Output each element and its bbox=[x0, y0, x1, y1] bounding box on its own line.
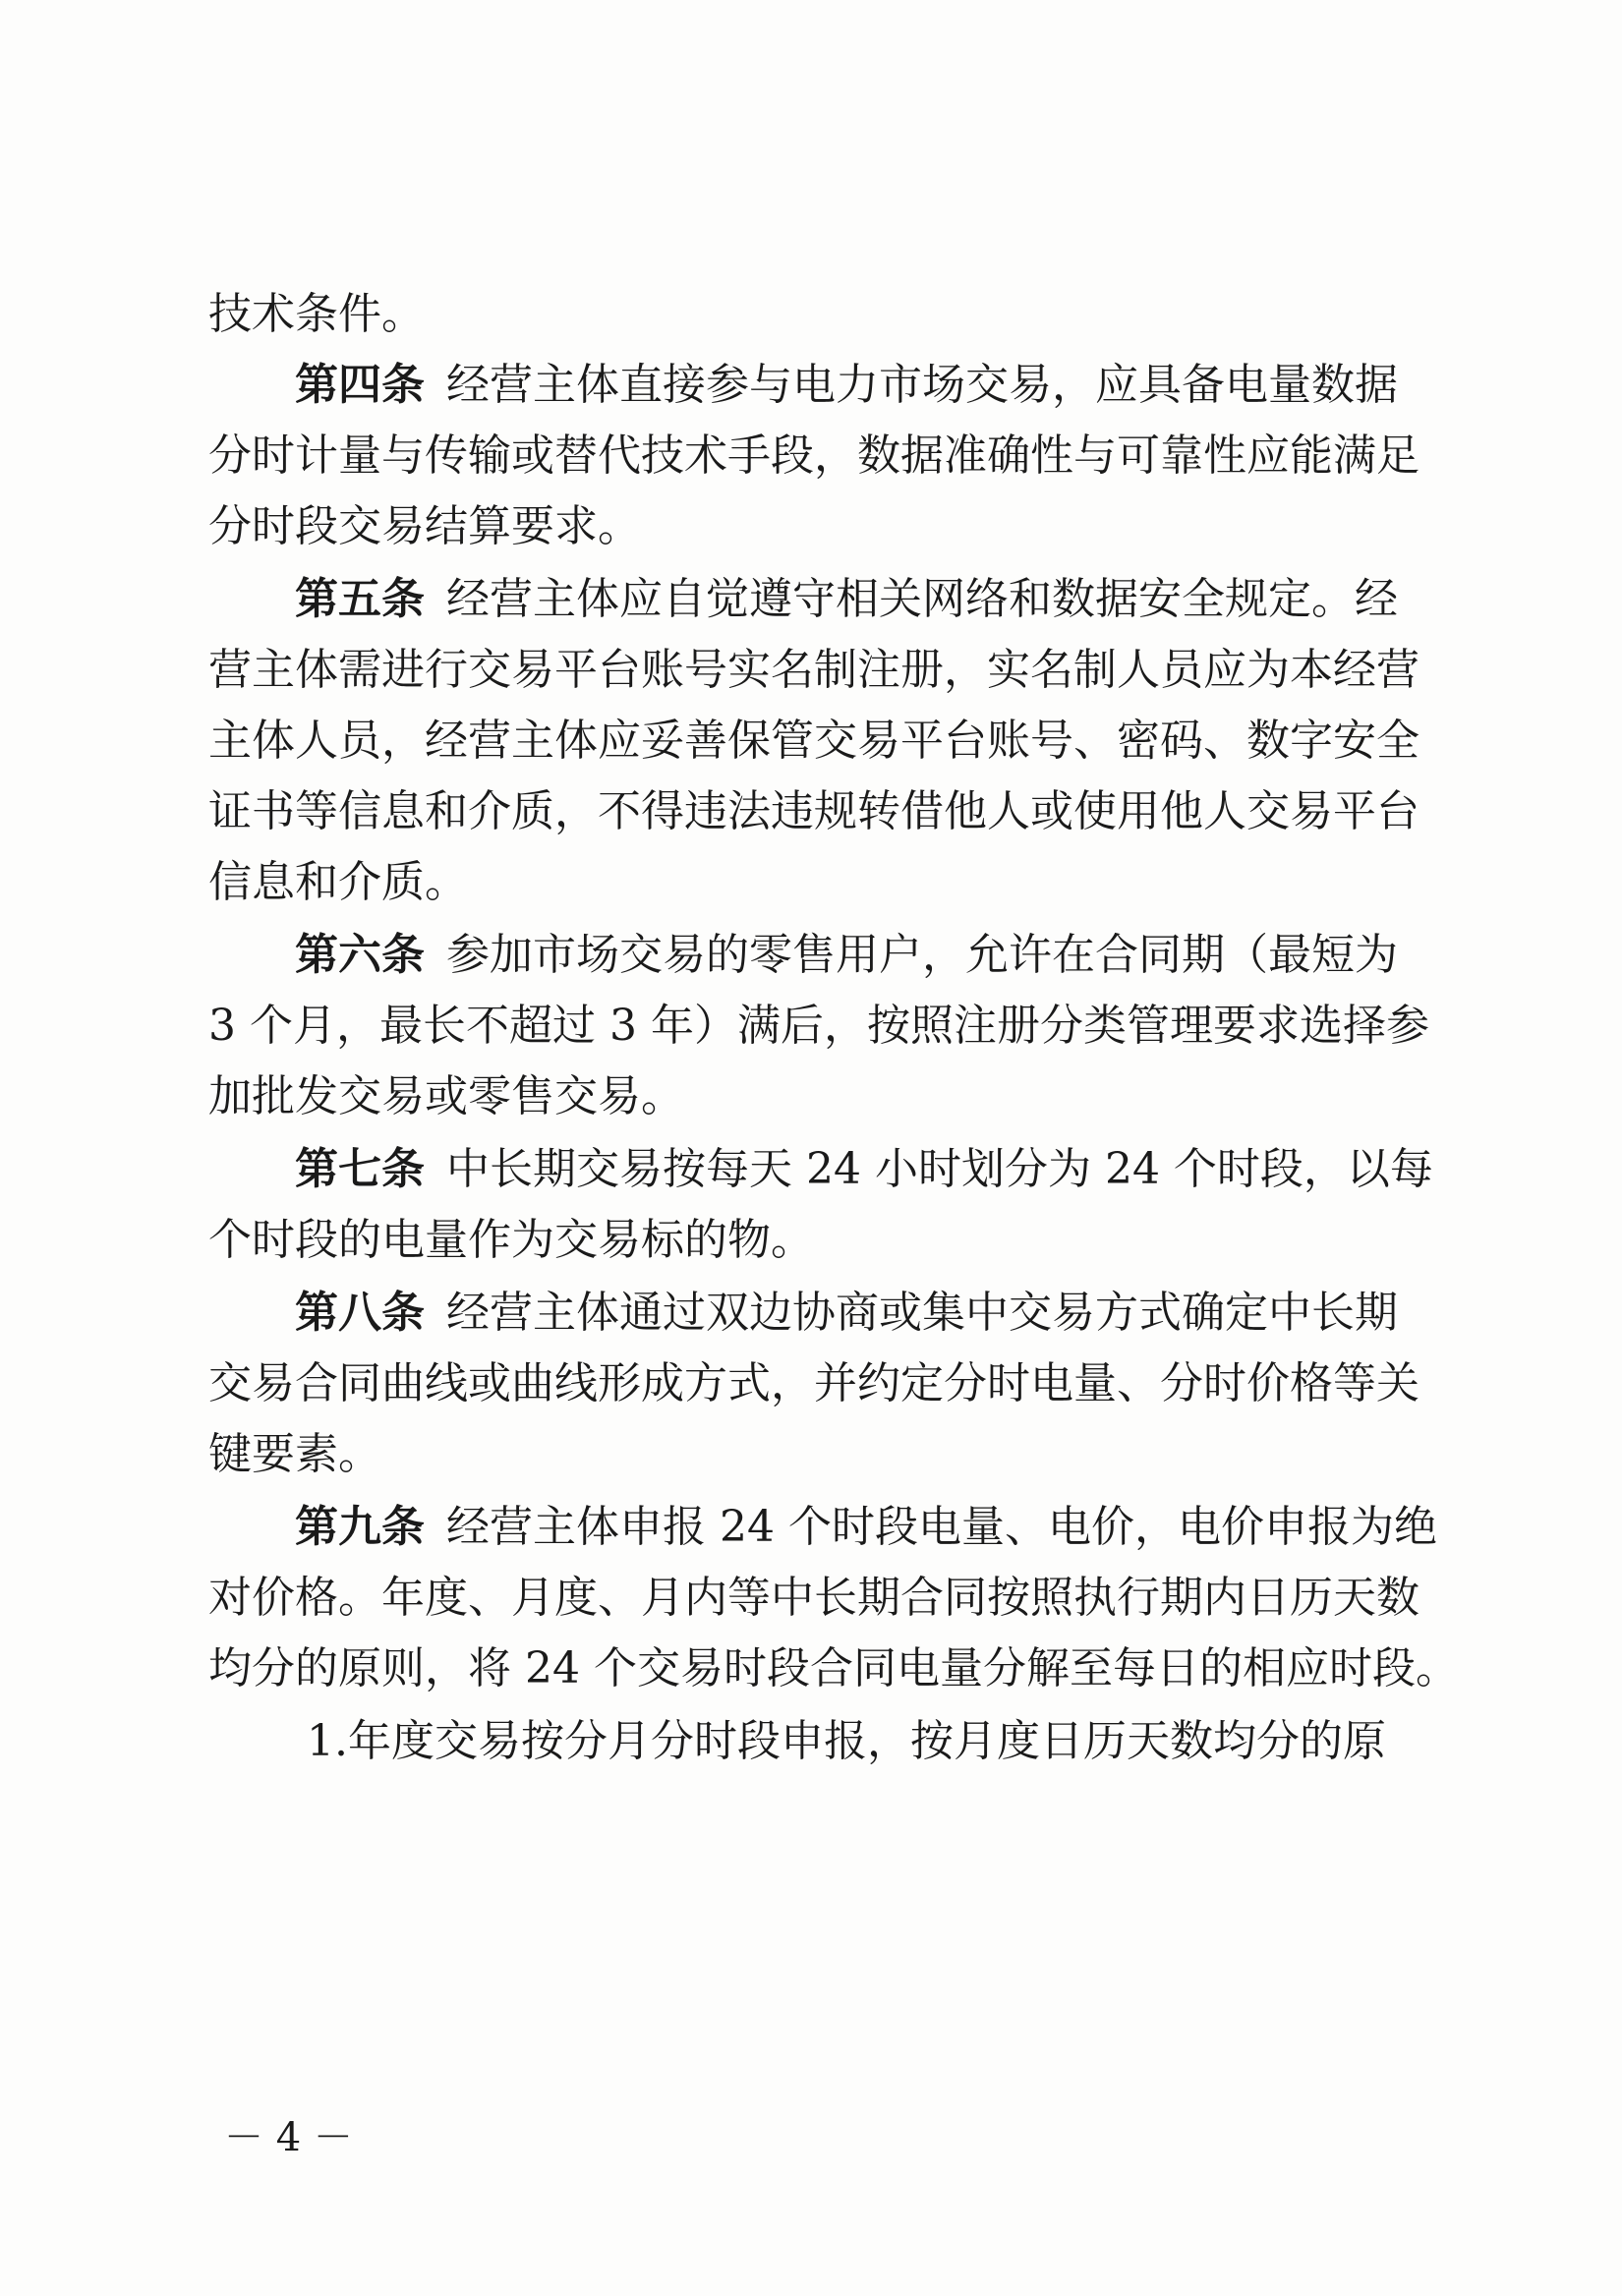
article-text: 经营主体通过双边协商或集中交易方式确定中长期 bbox=[446, 1288, 1398, 1338]
article-text: 对价格。年度、月度、月内等中长期合同按照执行期内日历天数 bbox=[208, 1573, 1419, 1623]
article-text: 分时计量与传输或替代技术手段，数据准确性与可靠性应能满足 bbox=[208, 430, 1419, 481]
text-line bbox=[208, 1425, 1437, 1484]
article-4-line-1 bbox=[208, 356, 1437, 415]
article-text: 3 个月，最长不超过 3 年）满后，按照注册分类管理要求选择参 bbox=[208, 1001, 1429, 1051]
article-text: 营主体需进行交易平台账号实名制注册，实名制人员应为本经营 bbox=[208, 645, 1419, 695]
text-line bbox=[208, 1211, 1437, 1270]
list-item-text: 1.年度交易按分月分时段申报，按月度日历天数均分的原 bbox=[307, 1716, 1386, 1766]
article-text: 主体人员，经营主体应妥善保管交易平台账号、密码、数字安全 bbox=[208, 716, 1419, 766]
text-line bbox=[208, 285, 1437, 344]
article-text: 键要素。 bbox=[208, 1429, 381, 1479]
text-line bbox=[208, 1639, 1459, 1698]
paragraph-continuation: 技术条件。 bbox=[208, 289, 425, 339]
text-line bbox=[208, 1354, 1437, 1413]
article-heading: 第七条 bbox=[295, 1144, 425, 1194]
text-line bbox=[208, 997, 1437, 1056]
article-7-line-1 bbox=[208, 1140, 1437, 1199]
article-text: 均分的原则，将 24 个交易时段合同电量分解至每日的相应时段。 bbox=[208, 1643, 1459, 1693]
text-line bbox=[208, 641, 1437, 700]
text-line bbox=[208, 782, 1437, 841]
article-text: 交易合同曲线或曲线形成方式，并约定分时电量、分时价格等关 bbox=[208, 1358, 1419, 1408]
text-line bbox=[208, 497, 1437, 556]
article-5-line-1 bbox=[208, 570, 1437, 629]
article-text: 个时段的电量作为交易标的物。 bbox=[208, 1215, 814, 1265]
article-9-line-1 bbox=[208, 1498, 1437, 1557]
article-text: 经营主体直接参与电力市场交易，应具备电量数据 bbox=[446, 360, 1398, 410]
article-heading: 第五条 bbox=[295, 574, 425, 624]
text-line bbox=[208, 427, 1437, 486]
article-text: 加批发交易或零售交易。 bbox=[208, 1071, 684, 1121]
article-text: 经营主体申报 24 个时段电量、电价，电价申报为绝 bbox=[446, 1502, 1437, 1552]
article-text: 信息和介质。 bbox=[208, 857, 468, 907]
article-heading: 第六条 bbox=[295, 930, 425, 980]
text-line bbox=[208, 712, 1437, 771]
article-8-line-1 bbox=[208, 1284, 1437, 1343]
page-number: － 4 － bbox=[224, 2115, 353, 2160]
article-text: 证书等信息和介质，不得违法违规转借他人或使用他人交易平台 bbox=[208, 786, 1419, 836]
text-line bbox=[208, 1067, 1437, 1126]
article-text: 经营主体应自觉遵守相关网络和数据安全规定。经 bbox=[446, 574, 1398, 624]
article-heading: 第四条 bbox=[295, 360, 425, 410]
article-6-line-1 bbox=[208, 926, 1437, 985]
text-line bbox=[208, 1569, 1437, 1628]
article-text: 中长期交易按每天 24 小时划分为 24 个时段，以每 bbox=[446, 1144, 1433, 1194]
article-heading: 第八条 bbox=[295, 1288, 425, 1338]
article-text: 分时段交易结算要求。 bbox=[208, 501, 641, 551]
list-item-1 bbox=[208, 1712, 1437, 1771]
article-heading: 第九条 bbox=[295, 1502, 425, 1552]
article-text: 参加市场交易的零售用户，允许在合同期（最短为 bbox=[446, 930, 1398, 980]
text-line bbox=[208, 853, 1437, 912]
